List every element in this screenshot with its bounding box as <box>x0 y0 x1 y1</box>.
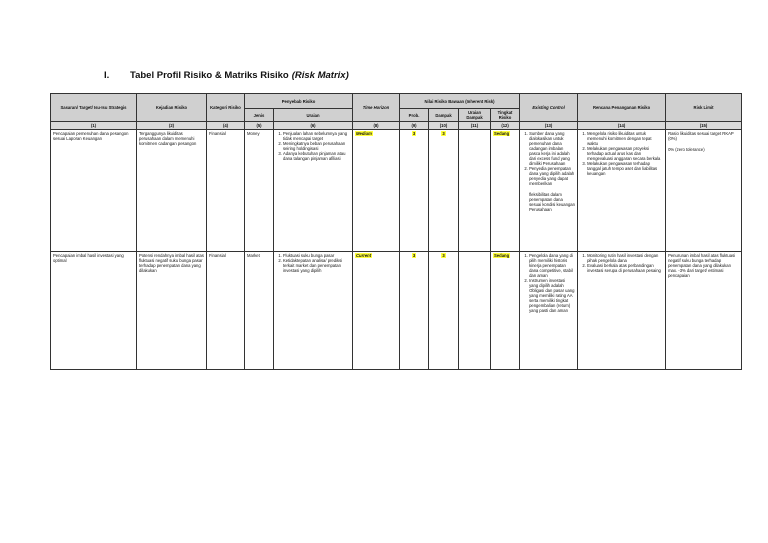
list-item: 2. Evaluasi berkala atas perbandingan investasi serupa di perusahaan pesaing <box>587 263 663 273</box>
list-item: 1. Mengelola risiko likuiditas untuk memenuhi komitmen dengan tepat waktu <box>587 131 663 146</box>
cell-time-horizon <box>353 130 400 252</box>
header-kategori: Kategori Risiko <box>207 94 245 122</box>
column-number: (15) <box>666 122 742 130</box>
header-uraian-dampak: Uraian Dampak <box>459 109 491 122</box>
column-number: (9) <box>400 122 429 130</box>
header-prob: Prob. <box>400 109 429 122</box>
cell-existing-control <box>520 252 578 370</box>
header-dampak: Dampak <box>429 109 459 122</box>
column-number: (2) <box>137 122 207 130</box>
table-row <box>51 130 742 252</box>
header-rencana: Rencana Penanganan Risiko <box>578 94 666 122</box>
cell-kejadian: Potensi rendahnya imbal hasil atas fluktuasi negatif suku bunga pasar terhadap penempatan dana yang dilakukan <box>137 252 207 370</box>
control-list <box>522 131 575 186</box>
cell-uraian <box>274 130 353 252</box>
plan-list <box>580 131 663 176</box>
list-item: 2. Penyedia penempatan dana yang dipilih adalah penyedia yang dapat memberikan <box>529 166 575 186</box>
header-kejadian: Kejadian Risiko <box>137 94 207 122</box>
control-note: fleksibilitas dalam penempatan dana sesuai kondisi keuangan Perusahaan <box>529 192 575 212</box>
column-number: (11) <box>459 122 491 130</box>
list-item: 1. Monitoring rutin hasil investasi dengan pihak pengelola dana <box>587 253 663 263</box>
limit-text: Rasio likuiditas sesuai target RKAP (0%) <box>668 131 734 141</box>
cell-sasaran: Pencapaian imbal hasil investasi yang optimal <box>51 252 137 370</box>
section-heading <box>104 70 349 81</box>
cell-kategori: Finansial <box>207 252 245 370</box>
header-existing-control: Existing Control <box>520 94 578 122</box>
cell-time-horizon <box>353 252 400 370</box>
list-item: 1. Sumber dana yang dialokasikan untuk pemenuhan dana cadangan imbalan pasca kerja ini adalah dari excess fund yang dimiliki Perusahaan <box>529 131 575 166</box>
column-number: (4) <box>207 122 245 130</box>
table-row <box>51 252 742 370</box>
cause-list <box>276 131 350 161</box>
cell-jenis: Money <box>245 130 274 252</box>
limit-note: 0% (zero tolerance) <box>668 147 705 152</box>
list-item: 2. Ketidaktepatan analisa/ prediksi terkait market dan penempatan investasi yang dipilih <box>283 258 350 273</box>
header-time-horizon: Time Horizon <box>353 94 400 122</box>
header-tingkat: Tingkat Risiko <box>491 109 520 122</box>
risk-level-badge: Sedang <box>494 131 510 136</box>
column-number: (5) <box>245 122 274 130</box>
cell-tingkat <box>491 252 520 370</box>
cell-uraian-dampak <box>459 252 491 370</box>
column-number: (14) <box>578 122 666 130</box>
cell-rencana <box>578 252 666 370</box>
header-sasaran: Sasaran/ Target/ Isu-Isu Strategis <box>51 94 137 122</box>
cell-kategori: Finansial <box>207 130 245 252</box>
header-nilai-risiko: Nilai Risiko Bawaan (Inherent Risk) <box>400 94 520 109</box>
column-number-row <box>51 122 742 130</box>
risk-level-badge: Sedang <box>494 253 510 258</box>
list-item: 2. Melakukan pengawasan proyeksi terhadap actual arus kas dan mengevaluasi anggaran secara berkala <box>587 146 663 161</box>
list-item: 1. Pengelola dana yang di pilih memiliki historis kinerja penempatan dana competitive, stabil dan aman <box>529 253 575 278</box>
header-uraian: Uraian <box>274 109 353 122</box>
column-number: (12) <box>491 122 520 130</box>
control-list <box>522 253 575 313</box>
cell-prob <box>400 130 429 252</box>
cell-kejadian: Terganggunya likuiditas perusahaan dalam memenuhi komitmen cadangan pesangon <box>137 130 207 252</box>
cell-dampak <box>429 130 459 252</box>
cell-sasaran: Pencapaian pemenuhan dana pesangon sesuai Laporan Keuangan <box>51 130 137 252</box>
time-horizon-value: Medium <box>356 131 372 136</box>
list-item: 3. Melakukan pengawasan terhadap tanggal jatuh tempo aset dan liabilitas keuangan <box>587 161 663 176</box>
risk-profile-table <box>50 93 742 370</box>
cell-jenis: Market <box>245 252 274 370</box>
column-number: (13) <box>520 122 578 130</box>
section-title: Tabel Profil Risiko & Matriks Risiko <box>130 70 289 81</box>
cause-list <box>276 253 350 273</box>
cell-existing-control <box>520 130 578 252</box>
cell-prob <box>400 252 429 370</box>
cell-dampak <box>429 252 459 370</box>
list-item: 1. Penjualan lahan sebelumnya yang tidak mencapai target <box>283 131 350 141</box>
list-item: 2. Instrumen investasi yang dipilih adalah Obligasi dan pasar uang yang memiliki rating AA serta memiliki tingkat pengembalian (return) yang pasti dan aman <box>529 278 575 313</box>
column-number: (1) <box>51 122 137 130</box>
prob-value: 3 <box>412 253 416 258</box>
dampak-value: 3 <box>442 131 445 136</box>
dampak-value: 3 <box>442 253 445 258</box>
list-item: 1. Fluktuasi suku bunga pasar <box>283 253 350 258</box>
cell-tingkat <box>491 130 520 252</box>
column-number: (8) <box>353 122 400 130</box>
time-horizon-value: Current <box>356 253 372 258</box>
cell-risk-limit <box>666 130 742 252</box>
header-jenis: Jenis <box>245 109 274 122</box>
header-risk-limit: Risk Limit <box>666 94 742 122</box>
cell-rencana <box>578 130 666 252</box>
section-number: I. <box>104 70 110 81</box>
section-title-italic: (Risk Matrix) <box>291 70 349 81</box>
prob-value: 3 <box>412 131 416 136</box>
list-item: 3. Adanya kebutuhan pinjaman atau dana talangan pinjaman afiliasi <box>283 151 350 161</box>
column-number: (10) <box>429 122 459 130</box>
header-penyebab: Penyebab Risiko <box>245 94 353 109</box>
list-item: 2. Meningkatnya beban perusahaan seiring holdingisasi <box>283 141 350 151</box>
plan-list <box>580 253 663 273</box>
cell-uraian <box>274 252 353 370</box>
cell-uraian-dampak <box>459 130 491 252</box>
limit-text: Penurunan imbal hasil atas fluktuasi negatif suku bunga terhadap penempatan dana yang dilakukan max. -3% dari target/ estimasi pencapaian <box>668 253 736 278</box>
cell-risk-limit <box>666 252 742 370</box>
column-number: (6) <box>274 122 353 130</box>
